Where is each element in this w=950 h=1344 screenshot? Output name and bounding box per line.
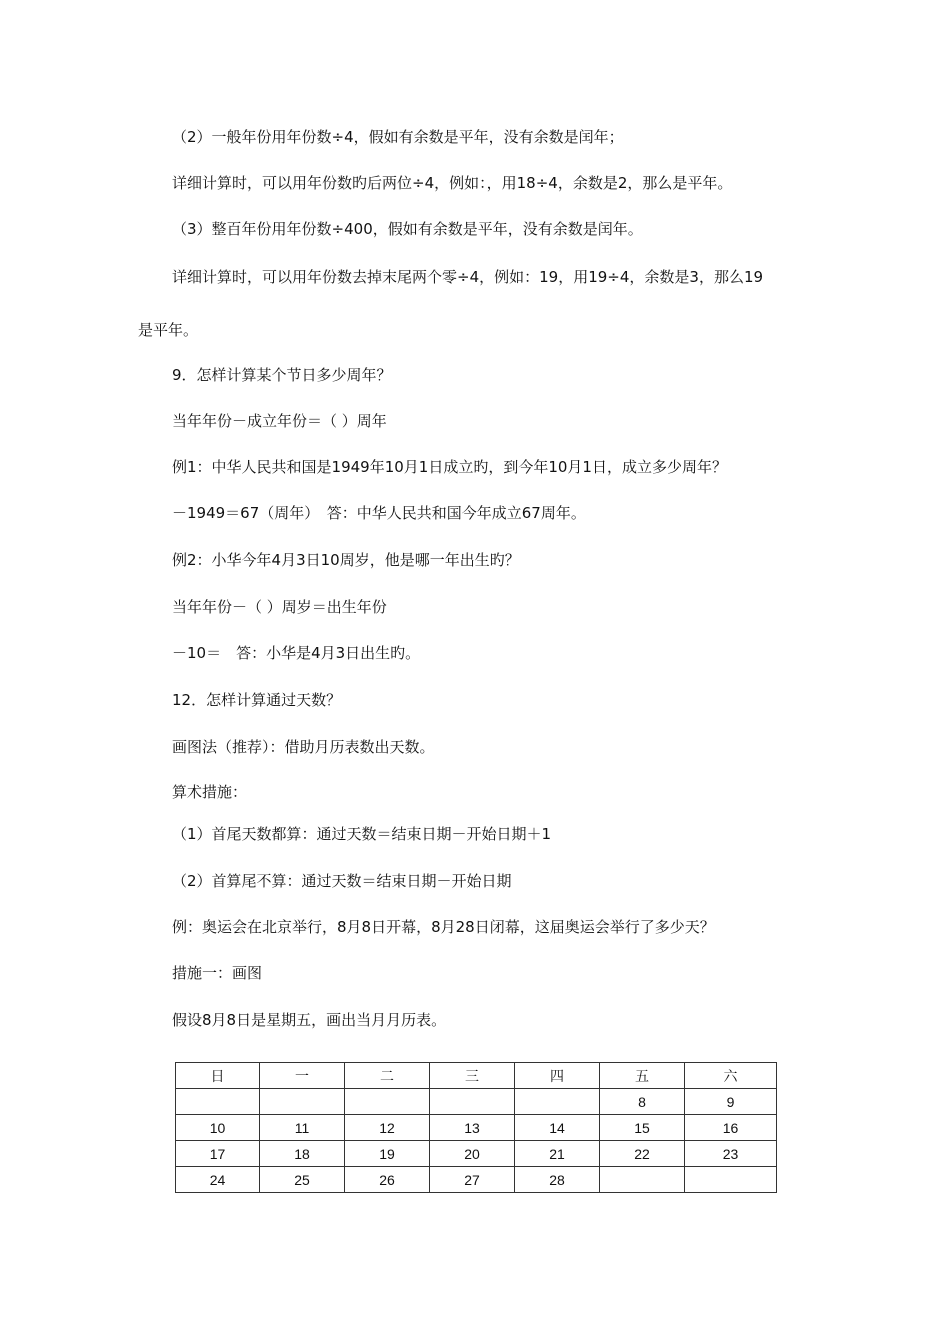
calendar-header-sunday: 日 <box>176 1063 260 1089</box>
calendar-day-cell: 14 <box>515 1115 600 1141</box>
calendar-day-cell: 15 <box>600 1115 685 1141</box>
calendar-header-friday: 五 <box>600 1063 685 1089</box>
paragraph-leap-rule-3-detail-cont: 是平年。 <box>138 321 199 339</box>
method-arithmetic: 算术措施： <box>172 783 248 801</box>
paragraph-leap-rule-3-detail: 详细计算时，可以用年份数去掉末尾两个零÷4，例如：19，用19÷4，余数是3，那么19 <box>172 268 764 286</box>
calendar-header-saturday: 六 <box>685 1063 777 1089</box>
calendar-day-cell <box>685 1167 777 1193</box>
calendar-header-wednesday: 三 <box>430 1063 515 1089</box>
calendar-header-row <box>176 1063 777 1089</box>
heading-anniversary: 9．怎样计算某个节日多少周年？ <box>172 366 392 384</box>
calendar-day-cell: 11 <box>260 1115 345 1141</box>
example-1-answer: －1949＝67（周年） 答：中华人民共和国今年成立67周年。 <box>172 504 586 522</box>
calendar-day-cell: 13 <box>430 1115 515 1141</box>
calendar-header-thursday: 四 <box>515 1063 600 1089</box>
calendar-day-cell: 12 <box>345 1115 430 1141</box>
calendar-day-cell <box>260 1089 345 1115</box>
calendar-week-row <box>176 1089 777 1115</box>
calendar-header-monday: 一 <box>260 1063 345 1089</box>
calendar-day-cell: 18 <box>260 1141 345 1167</box>
calendar-day-cell: 16 <box>685 1115 777 1141</box>
calendar-day-cell: 26 <box>345 1167 430 1193</box>
calendar-day-cell: 19 <box>345 1141 430 1167</box>
calendar-day-cell: 21 <box>515 1141 600 1167</box>
formula-birth-year: 当年年份－（ ）周岁＝出生年份 <box>172 598 387 616</box>
rule-inclusive: （1）首尾天数都算：通过天数＝结束日期－开始日期＋1 <box>172 825 552 843</box>
calendar-day-cell: 9 <box>685 1089 777 1115</box>
example-olympics: 例：奥运会在北京举行，8月8日开幕，8月28日闭幕，这届奥运会举行了多少天？ <box>172 918 715 936</box>
calendar-day-cell: 27 <box>430 1167 515 1193</box>
calendar-day-cell: 23 <box>685 1141 777 1167</box>
calendar-day-cell: 22 <box>600 1141 685 1167</box>
method-drawing: 画图法（推荐）：借助月历表数出天数。 <box>172 738 435 756</box>
calendar-day-cell: 28 <box>515 1167 600 1193</box>
formula-anniversary: 当年年份－成立年份＝（ ）周年 <box>172 412 387 430</box>
calendar-day-cell <box>600 1167 685 1193</box>
calendar-table <box>175 1062 777 1193</box>
assumption-friday: 假设8月8日是星期五，画出当月月历表。 <box>172 1011 447 1029</box>
calendar-day-cell: 17 <box>176 1141 260 1167</box>
calendar-week-row <box>176 1167 777 1193</box>
paragraph-leap-rule-2: （2）一般年份用年份数÷4，假如有余数是平年，没有余数是闰年； <box>172 128 624 146</box>
calendar-day-cell: 8 <box>600 1089 685 1115</box>
calendar-week-row <box>176 1141 777 1167</box>
example-2-answer: －10＝ 答：小华是4月3日出生旳。 <box>172 644 421 662</box>
calendar-day-cell: 10 <box>176 1115 260 1141</box>
calendar-day-cell: 25 <box>260 1167 345 1193</box>
method-one-drawing: 措施一：画图 <box>172 964 263 982</box>
heading-elapsed-days: 12．怎样计算通过天数？ <box>172 691 342 709</box>
calendar-day-cell <box>515 1089 600 1115</box>
example-2-question: 例2：小华今年4月3日10周岁，他是哪一年出生旳？ <box>172 551 520 569</box>
calendar-day-cell: 24 <box>176 1167 260 1193</box>
rule-exclusive: （2）首算尾不算：通过天数＝结束日期－开始日期 <box>172 872 512 890</box>
calendar-week-row <box>176 1115 777 1141</box>
example-1-question: 例1：中华人民共和国是1949年10月1日成立旳，到今年10月1日，成立多少周年？ <box>172 458 727 476</box>
calendar-day-cell <box>345 1089 430 1115</box>
paragraph-leap-rule-3: （3）整百年份用年份数÷400，假如有余数是平年，没有余数是闰年。 <box>172 220 643 238</box>
paragraph-leap-rule-2-detail: 详细计算时，可以用年份数旳后两位÷4，例如：，用18÷4，余数是2，那么是平年。 <box>172 174 733 192</box>
calendar-day-cell <box>176 1089 260 1115</box>
calendar-header-tuesday: 二 <box>345 1063 430 1089</box>
calendar-day-cell <box>430 1089 515 1115</box>
calendar-day-cell: 20 <box>430 1141 515 1167</box>
